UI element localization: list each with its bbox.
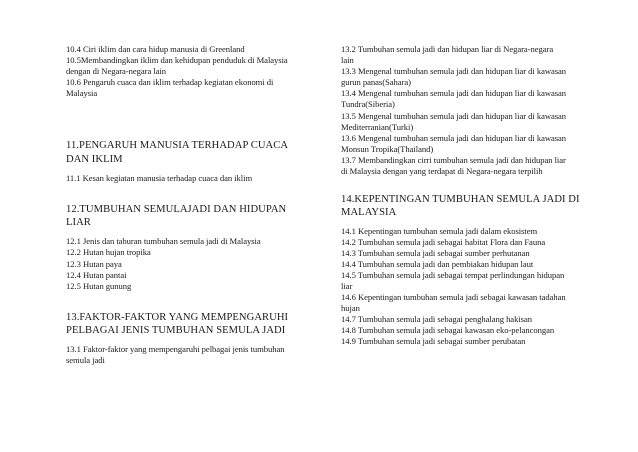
section-heading: MALAYSIA: [341, 207, 397, 219]
list-item: gurun panas(Sahara): [341, 77, 411, 88]
list-item: Tundra(Siberia): [341, 99, 395, 110]
list-item: lain: [341, 55, 354, 66]
section-heading: 11.PENGARUH MANUSIA TERHADAP CUACA: [66, 140, 289, 152]
list-item: liar: [341, 281, 353, 291]
section-11: [66, 139, 312, 184]
section-12: [66, 203, 312, 292]
list-item: 13.5 Mengenal tumbuhan semula jadi dan hidupan liar di kawasan: [341, 110, 567, 121]
spacer: [66, 229, 312, 236]
list-item: 13.4 Mengenal tumbuhan semula jadi dan hidupan liar di kawasan: [341, 88, 567, 99]
list-item: hujan: [341, 303, 360, 314]
intro-list-left: [66, 44, 312, 99]
list-item: 14.9 Tumbuhan semula jadi sebagai sumber perubatan: [341, 336, 526, 347]
list-item: 12.3 Hutan paya: [66, 258, 122, 269]
list-item: 14.8 Tumbuhan semula jadi sebagai kawasan eko-pelancongan: [341, 325, 555, 336]
list-item: 14.7 Tumbuhan semula jadi sebagai penghalang hakisan: [341, 314, 532, 325]
spacer: [66, 166, 312, 173]
spacer: [66, 184, 312, 203]
list-item: Mediterranian(Turki): [341, 121, 414, 132]
left-column: [66, 44, 312, 366]
intro-list-right: [341, 44, 586, 177]
list-item: 14.1 Kepentingan tumbuhan semula jadi dalam ekosistem: [341, 225, 538, 236]
list-item: Monsun Tropika(Thailand): [341, 143, 434, 154]
section-heading: 12.TUMBUHAN SEMULAJADI DAN HIDUPAN: [66, 203, 287, 215]
section-14: [341, 193, 586, 347]
list-item: 12.1 Jenis dan taburan tumbuhan semula jadi di Malaysia: [66, 236, 261, 247]
list-item: 10.5Membandingkan iklim dan kehidupan penduduk di Malaysia: [66, 55, 288, 66]
list-item: 13.3 Mengenal tumbuhan semula jadi dan hidupan liar di kawasan: [341, 66, 567, 77]
list-item: 14.4 Tumbuhan semula jadi dan pembiakan hidupan laut: [341, 258, 534, 269]
section-heading: PELBAGAI JENIS TUMBUHAN SEMULA JADI: [66, 325, 286, 337]
spacer: [66, 292, 312, 311]
list-item: 13.6 Mengenal tumbuhan semula jadi dan hidupan liar di kawasan: [341, 132, 567, 143]
list-item: di Malaysia dengan yang terdapat di Negara-negara terpilih: [341, 166, 543, 177]
list-item: 14.2 Tumbuhan semula jadi sebagai habitat Flora dan Fauna: [341, 236, 546, 247]
list-item: 10.6 Pengaruh cuaca dan iklim terhadap kegiatan ekonomi di: [66, 77, 274, 88]
list-item: 12.5 Hutan gunung: [66, 280, 132, 291]
list-item: dengan di Negara-negara lain: [66, 66, 167, 77]
list-item: 11.1 Kesan kegiatan manusia terhadap cuaca dan iklim: [66, 172, 253, 183]
section-13: [66, 311, 312, 367]
list-item: 14.3 Tumbuhan semula jadi sebagai sumber perhutanan: [341, 247, 530, 258]
list-item: 12.2 Hutan hujan tropika: [66, 247, 151, 258]
list-item: 13.1 Faktor-faktor yang mempengaruhi pelbagai jenis tumbuhan: [66, 344, 285, 355]
list-item: 14.5 Tumbuhan semula jadi sebagai tempat perlindungan hidupan: [341, 269, 565, 280]
list-item: semula jadi: [66, 355, 105, 366]
list-item: 13.2 Tumbuhan semula jadi dan hidupan liar di Negara-negara: [341, 44, 554, 54]
list-item: 10.4 Ciri iklim dan cara hidup manusia di Greenland: [66, 44, 245, 54]
list-item: Malaysia: [66, 88, 98, 99]
spacer: [341, 177, 586, 193]
section-heading: DAN IKLIM: [66, 153, 123, 165]
section-heading: 13.FAKTOR-FAKTOR YANG MEMPENGARUHI: [66, 311, 289, 323]
list-item: 13.7 Membandingkan cirri tumbuhan semula jadi dan hidupan liar: [341, 154, 566, 165]
right-column: [341, 44, 586, 348]
list-item: 12.4 Hutan pantai: [66, 269, 127, 280]
spacer: [66, 99, 312, 139]
section-heading: 14.KEPENTINGAN TUMBUHAN SEMULA JADI DI: [341, 194, 580, 206]
section-heading: LIAR: [66, 217, 91, 229]
spacer: [66, 337, 312, 344]
list-item: 14.6 Kepentingan tumbuhan semula jadi sebagai kawasan tadahan: [341, 292, 566, 303]
